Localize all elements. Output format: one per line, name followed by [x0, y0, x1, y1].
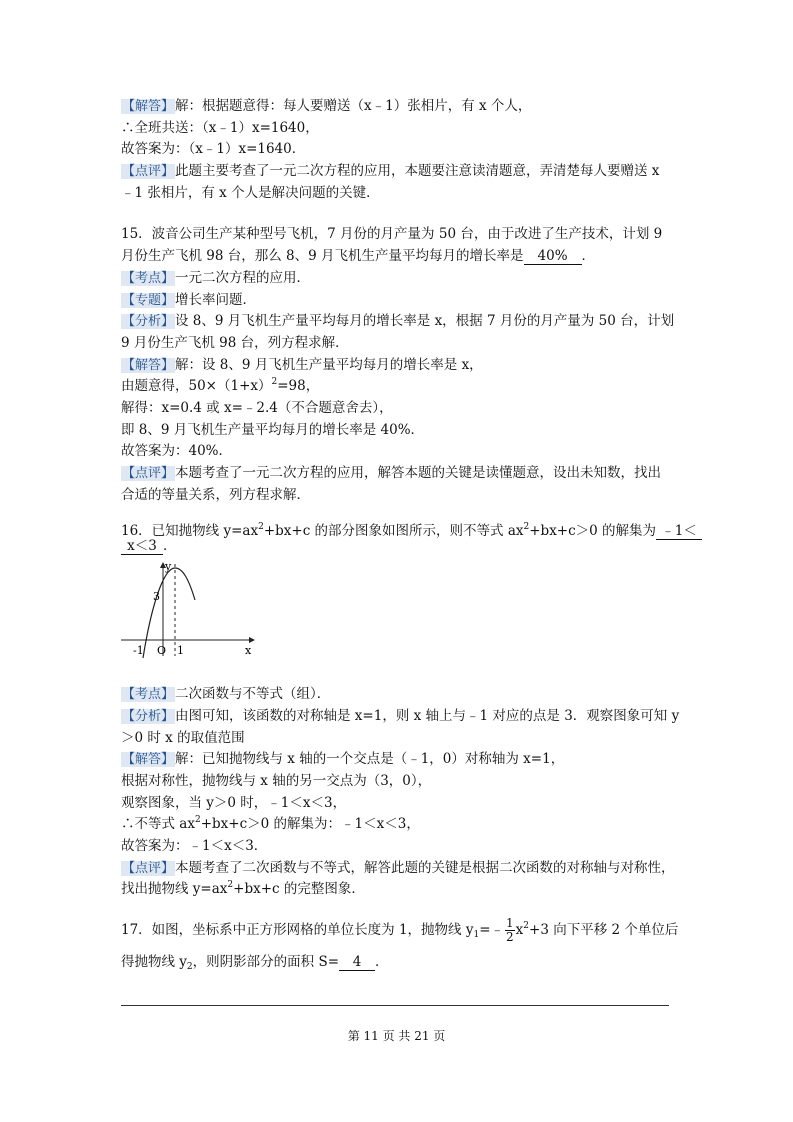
- q15-answer-blank: 40%: [524, 248, 582, 265]
- q15-fenxi-cont: 9 月份生产飞机 98 台，列方程求解．: [121, 335, 349, 351]
- q17-stem-text: x: [515, 922, 524, 938]
- jieda-tag: 【解答】: [122, 99, 175, 114]
- pingjia-text: +bx+c 的完整图象．: [233, 881, 365, 897]
- comment-line: [121, 161, 659, 182]
- fenxi-tag: 【分析】: [122, 314, 175, 329]
- q16-pingjia: [121, 858, 675, 879]
- jieda-text: ∴不等式 ax: [121, 816, 195, 832]
- q16-fenxi: [121, 706, 679, 727]
- answer-line: [121, 96, 531, 117]
- q15-stem: [121, 246, 595, 266]
- jieda-text: +bx+c＞0 的解集为：﹣1＜x＜3，: [200, 816, 420, 832]
- q15-kaodian: [121, 268, 310, 289]
- origin-label: O: [157, 644, 167, 657]
- q16-stem-text: +bx+c＞0 的解集为: [529, 523, 657, 539]
- comment-text: 此题主要考查了一元二次方程的应用，本题要注意读清题意，弄清楚每人要赠送 x: [175, 163, 660, 179]
- q17-stem-text: +3 向下平移 2 个单位后: [529, 922, 679, 938]
- tick-label-1: 1: [177, 644, 184, 657]
- period: ．: [581, 248, 596, 264]
- pingjia-text: 本题考查了一元二次方程的应用，解答本题的关键是读懂题意，设出未知数，找出: [175, 465, 662, 481]
- q16-stem: [121, 521, 702, 541]
- q15-jieda: [121, 355, 483, 376]
- pingjia-tag: 【点评】: [122, 164, 175, 179]
- kaodian-text: 一元二次方程的应用．: [175, 270, 311, 286]
- q16-answer-blank-cont: x＜3: [121, 538, 163, 555]
- fenxi-tag: 【分析】: [122, 709, 175, 724]
- q15-ji: 即 8、9 月飞机生产量平均每月的增长率是 40%．: [121, 422, 425, 438]
- q17-stem-text: 17．如图，坐标系中正方形网格的单位长度为 1，抛物线 y: [121, 922, 474, 938]
- jieda-text: 解：已知抛物线与 x 轴的一个交点是（﹣1，0）对称轴为 x=1，: [175, 751, 565, 767]
- fenxi-text: 设 8、9 月飞机生产量平均每月的增长率是 x，根据 7 月份的月产量为 50 台，计划: [175, 313, 675, 329]
- pingjia-tag: 【点评】: [122, 466, 175, 481]
- parabola-curve: [143, 568, 195, 658]
- x-axis-arrow: [249, 637, 255, 643]
- fraction-denominator: 2: [506, 930, 514, 944]
- x-axis-label: x: [245, 644, 252, 657]
- exponent: 2: [258, 522, 264, 532]
- exponent: 2: [227, 880, 234, 890]
- jieda-tag: 【解答】: [122, 358, 175, 373]
- comment-line: ﹣1 张相片，有 x 个人是解决问题的关键．: [121, 185, 380, 201]
- exponent: 2: [523, 522, 530, 532]
- footer-divider: [121, 1005, 669, 1006]
- q16-stem-text: +bx+c 的部分图象如图所示，则不等式 ax: [263, 523, 524, 539]
- q15-stem-text: 月份生产飞机 98 台，那么 8、9 月飞机生产量平均每月的增长率是: [121, 248, 524, 264]
- answer-line: ∴全班共送：（x﹣1）x=1640，: [121, 120, 319, 136]
- exponent: 2: [194, 815, 201, 825]
- parabola-graph: [121, 560, 261, 658]
- q15-pingjia-cont: 合适的等量关系，列方程求解．: [121, 487, 310, 503]
- q17-stem-text: 得抛物线 y: [121, 954, 187, 970]
- exponent: 2: [523, 921, 530, 931]
- q16-jieda-b: 根据对称性，抛物线与 x 轴的另一交点为（3，0），: [121, 773, 432, 789]
- period: ．: [163, 538, 177, 554]
- q16-result: 故答案为：﹣1＜x＜3．: [121, 838, 268, 854]
- jieda-tag: 【解答】: [122, 752, 175, 767]
- q15-fenxi: [121, 311, 674, 332]
- q16-jieda-d: [121, 814, 420, 834]
- pingjia-tag: 【点评】: [122, 861, 175, 876]
- q16-stem-text: 16．已知抛物线 y=ax: [121, 523, 259, 539]
- q17-answer-blank: 4: [339, 954, 375, 971]
- answer-line: 故答案为：（x﹣1）x=1640．: [121, 141, 306, 157]
- kaodian-tag: 【考点】: [122, 687, 175, 702]
- zhuanti-tag: 【专题】: [122, 293, 175, 308]
- eq-text: 由题意得，50×（1+x）: [121, 378, 272, 394]
- answer-text: 解：根据题意得：每人要赠送（x﹣1）张相片，有 x 个人，: [175, 98, 532, 114]
- tick-label-neg1: -1: [133, 644, 144, 657]
- q15-stem: 15．波音公司生产某种型号飞机，7 月份的月产量为 50 台，由于改进了生产技术，计划 9: [121, 226, 663, 242]
- q16-jieda: [121, 749, 564, 770]
- zhuanti-text: 增长率问题．: [175, 292, 257, 308]
- jieda-text: 解：设 8、9 月飞机生产量平均每月的增长率是 x，: [175, 357, 483, 373]
- eq-text: =98，: [277, 378, 320, 394]
- q16-kaodian: [121, 684, 330, 705]
- kaodian-text: 二次函数与不等式（组）．: [175, 686, 331, 702]
- period: ．: [375, 954, 389, 970]
- kaodian-tag: 【考点】: [122, 271, 175, 286]
- q16-fenxi-cont: ＞0 时 x 的取值范围: [121, 730, 245, 746]
- q17-stem-text: =﹣: [479, 922, 505, 938]
- q16-answer-blank: ﹣1＜: [656, 523, 702, 540]
- subscript: 1: [473, 930, 480, 940]
- q16-jieda-c: 观察图象，当 y＞0 时，﹣1＜x＜3，: [121, 795, 347, 811]
- q17-stem-text: ，则阴影部分的面积 S=: [192, 954, 340, 970]
- q16-pingjia-cont: [121, 879, 365, 899]
- subscript: 2: [186, 962, 193, 972]
- page-footer: 第 11 页 共 21 页: [347, 1029, 446, 1043]
- y-axis-label: y: [165, 560, 172, 573]
- tick-label-3: 3: [153, 590, 160, 603]
- eq-exponent: 2: [271, 377, 278, 387]
- fenxi-text: 由图可知，该函数的对称轴是 x=1，则 x 轴上与﹣1 对应的点是 3．观察图象可知 y: [175, 708, 680, 724]
- q15-equation: [121, 376, 319, 396]
- q15-result: 故答案为：40%．: [121, 443, 233, 459]
- q16-stem-cont: [121, 536, 177, 556]
- q15-zhuanti: [121, 290, 256, 311]
- fraction-numerator: 1: [506, 916, 514, 930]
- pingjia-text: 本题考查了二次函数与不等式，解答此题的关键是根据二次函数的对称轴与对称性，: [175, 860, 675, 876]
- q17-stem-cont: [121, 952, 389, 972]
- q15-solve: 解得：x=0.4 或 x=﹣2.4（不合题意舍去），: [121, 400, 393, 416]
- q15-pingjia: [121, 463, 661, 484]
- q17-stem: [121, 916, 678, 944]
- pingjia-text: 找出抛物线 y=ax: [121, 881, 228, 897]
- fraction: [505, 917, 515, 944]
